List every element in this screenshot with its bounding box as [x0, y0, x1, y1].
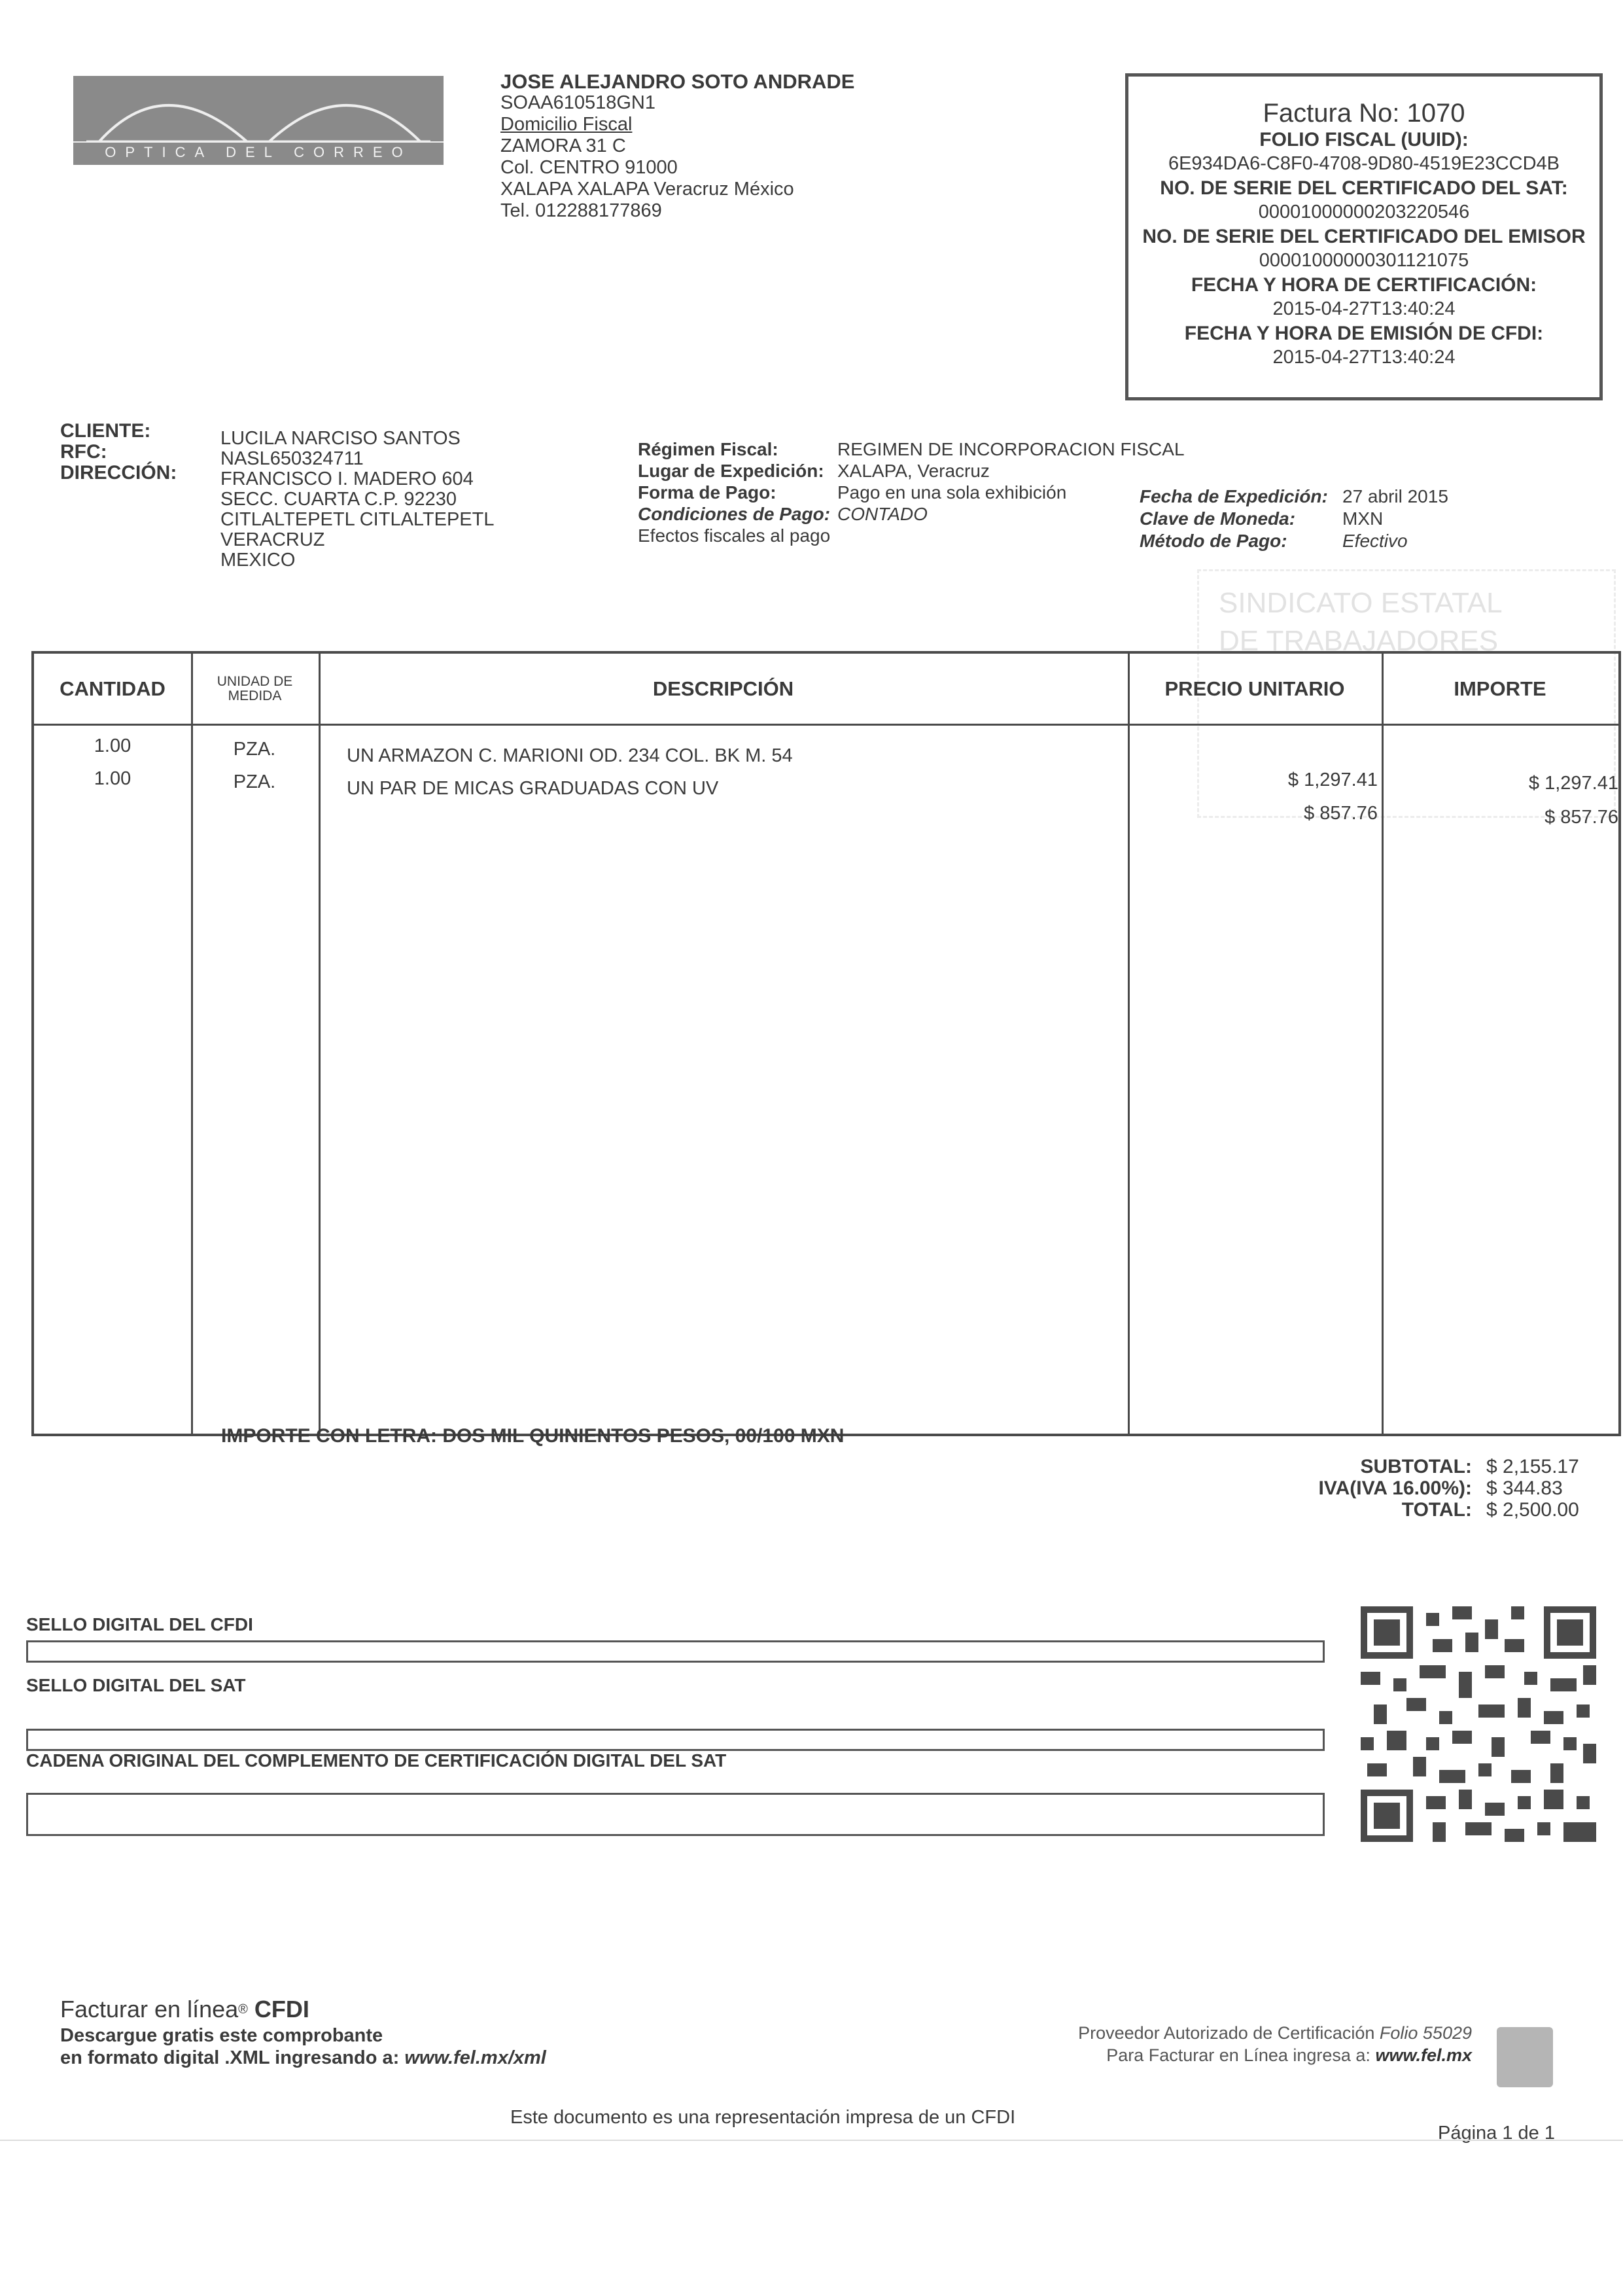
items-table: [31, 651, 1621, 1436]
lugar-label: Lugar de Expedición:: [638, 461, 824, 481]
certificacion-label: FECHA Y HORA DE CERTIFICACIÓN:: [1191, 274, 1537, 296]
footer-download-line: en formato digital .XML ingresando a:: [60, 2047, 400, 2068]
emisor-street: ZAMORA 31 C: [500, 135, 626, 156]
subtotal-value: $ 2,155.17: [1486, 1456, 1579, 1477]
row-cantidad: 1.00: [94, 768, 131, 789]
subtotal-label: SUBTOTAL:: [1360, 1456, 1472, 1477]
representacion-impresa: Este documento es una representación impresa de un CFDI: [510, 2107, 1016, 2128]
client-address-line: VERACRUZ: [220, 529, 325, 550]
fiscal-block: [638, 438, 1185, 546]
sello-cfdi-box: [26, 1640, 1325, 1663]
row-unidad: PZA.: [233, 739, 276, 760]
sello-cfdi-title: SELLO DIGITAL DEL CFDI: [26, 1614, 253, 1634]
forma-pago-label: Forma de Pago:: [638, 482, 777, 503]
cadena-original-box: [26, 1793, 1325, 1836]
row-unidad: PZA.: [233, 771, 276, 792]
footer-download-line: Descargue gratis este comprobante: [60, 2025, 383, 2046]
sello-sat-box: [26, 1729, 1325, 1751]
proveedor-folio: Folio 55029: [1379, 2023, 1472, 2043]
row-importe: $ 1,297.41: [1528, 773, 1618, 794]
moneda-label: Clave de Moneda:: [1140, 508, 1296, 529]
emisor-block: [500, 71, 854, 222]
expedicion-block: [1140, 486, 1448, 552]
client-address-line: CITLALTEPETL CITLALTEPETL: [220, 509, 495, 530]
stamp-line: DE TRABAJADORES: [1219, 625, 1499, 657]
totals-block: [1263, 1456, 1579, 1521]
regimen-label: Régimen Fiscal:: [638, 439, 778, 459]
emisor-city: XALAPA XALAPA Veracruz México: [500, 179, 794, 200]
efectos-fiscales: Efectos fiscales al pago: [638, 525, 831, 546]
client-name: LUCILA NARCISO SANTOS: [220, 428, 461, 449]
footer-right: [1047, 2022, 1472, 2066]
uuid-value: 6E934DA6-C8F0-4708-9D80-4519E23CCD4B: [1168, 153, 1560, 174]
condiciones-label: Condiciones de Pago:: [638, 504, 831, 524]
header-precio: PRECIO UNITARIO: [1128, 654, 1382, 726]
column-divider: [1128, 654, 1130, 1434]
fel-logo-icon: [1497, 2027, 1553, 2087]
proveedor-text: Proveedor Autorizado de Certificación: [1078, 2023, 1375, 2043]
iva-label: IVA(IVA 16.00%):: [1318, 1477, 1472, 1499]
forma-pago-value: Pago en una sola exhibición: [837, 482, 1067, 503]
client-address-line: SECC. CUARTA C.P. 92230: [220, 489, 457, 510]
column-divider: [191, 654, 193, 1434]
para-facturar-text: Para Facturar en Línea ingresa a:: [1106, 2045, 1370, 2065]
client-values: [220, 429, 494, 571]
client-address-line: FRANCISCO I. MADERO 604: [220, 468, 474, 489]
metodo-label: Método de Pago:: [1140, 531, 1287, 551]
row-precio: $ 857.76: [1304, 803, 1378, 824]
logo-tagline: OPTICA DEL CORREO: [73, 141, 444, 162]
column-divider: [1382, 654, 1384, 1434]
footer-left: [60, 1998, 546, 2069]
moneda-value: MXN: [1342, 508, 1384, 529]
row-precio: $ 1,297.41: [1287, 769, 1378, 790]
emisor-rfc: SOAA610518GN1: [500, 92, 655, 113]
sello-sat-title: SELLO DIGITAL DEL SAT: [26, 1675, 246, 1695]
qr-code-icon: [1361, 1606, 1596, 1842]
metodo-value: Efectivo: [1342, 531, 1408, 551]
row-descripcion: UN PAR DE MICAS GRADUADAS CON UV: [347, 778, 719, 799]
emisor-tel: Tel. 012288177869: [500, 200, 662, 221]
column-divider: [319, 654, 321, 1434]
fecha-label: Fecha de Expedición:: [1140, 486, 1328, 506]
client-labels: [60, 421, 177, 484]
total-value: $ 2,500.00: [1486, 1499, 1579, 1521]
certificacion-value: 2015-04-27T13:40:24: [1272, 298, 1456, 319]
serie-sat-label: NO. DE SERIE DEL CERTIFICADO DEL SAT:: [1160, 177, 1568, 199]
stamp-line: SINDICATO ESTATAL: [1219, 587, 1503, 619]
fecha-value: 27 abril 2015: [1342, 486, 1448, 506]
serie-emisor-value: 00001000000301121075: [1259, 250, 1469, 271]
uuid-label: FOLIO FISCAL (UUID):: [1259, 129, 1469, 150]
emisor-colonia: Col. CENTRO 91000: [500, 157, 678, 178]
condiciones-value: CONTADO: [837, 504, 928, 524]
emision-value: 2015-04-27T13:40:24: [1272, 347, 1456, 368]
total-label: TOTAL:: [1401, 1499, 1472, 1521]
footer-brand: Facturar en línea® CFDI: [60, 1996, 309, 2022]
header-cantidad: CANTIDAD: [34, 654, 191, 726]
regimen-value: REGIMEN DE INCORPORACION FISCAL: [837, 439, 1185, 459]
company-logo: [73, 76, 444, 165]
cadena-original-title: CADENA ORIGINAL DEL COMPLEMENTO DE CERTIFICACIÓN DIGITAL DEL SAT: [26, 1750, 727, 1771]
serie-emisor-label: NO. DE SERIE DEL CERTIFICADO DEL EMISOR: [1142, 226, 1586, 247]
footer-xml-link[interactable]: www.fel.mx/xml: [404, 2047, 546, 2068]
emisor-domicilio-label: Domicilio Fiscal: [500, 114, 633, 135]
serie-sat-value: 00001000000203220546: [1258, 202, 1470, 222]
emision-label: FECHA Y HORA DE EMISIÓN DE CFDI:: [1184, 323, 1544, 344]
client-label: CLIENTE:: [60, 420, 151, 442]
importe-con-letra: IMPORTE CON LETRA: DOS MIL QUINIENTOS PESOS, 00/100 MXN: [221, 1425, 845, 1447]
page-number: Página 1 de 1: [1438, 2123, 1555, 2144]
header-descripcion: DESCRIPCIÓN: [319, 654, 1128, 726]
client-rfc: NASL650324711: [220, 448, 364, 469]
emisor-name: JOSE ALEJANDRO SOTO ANDRADE: [500, 70, 855, 93]
folio-box: [1125, 73, 1603, 400]
row-cantidad: 1.00: [94, 735, 131, 756]
row-descripcion: UN ARMAZON C. MARIONI OD. 234 COL. BK M. 54: [347, 745, 793, 766]
client-rfc-label: RFC:: [60, 441, 107, 463]
header-importe: IMPORTE: [1382, 654, 1618, 726]
iva-value: $ 344.83: [1486, 1477, 1563, 1499]
page-divider: [0, 2140, 1623, 2141]
client-address-line: MEXICO: [220, 550, 296, 571]
invoice-number: Factura No: 1070: [1263, 99, 1465, 128]
lugar-value: XALAPA, Veracruz: [837, 461, 990, 481]
client-address-label: DIRECCIÓN:: [60, 462, 177, 484]
header-unidad: UNIDAD DE MEDIDA: [191, 654, 319, 726]
logo-arches-icon: [73, 76, 444, 148]
row-importe: $ 857.76: [1544, 807, 1618, 828]
fel-link[interactable]: www.fel.mx: [1375, 2045, 1472, 2065]
